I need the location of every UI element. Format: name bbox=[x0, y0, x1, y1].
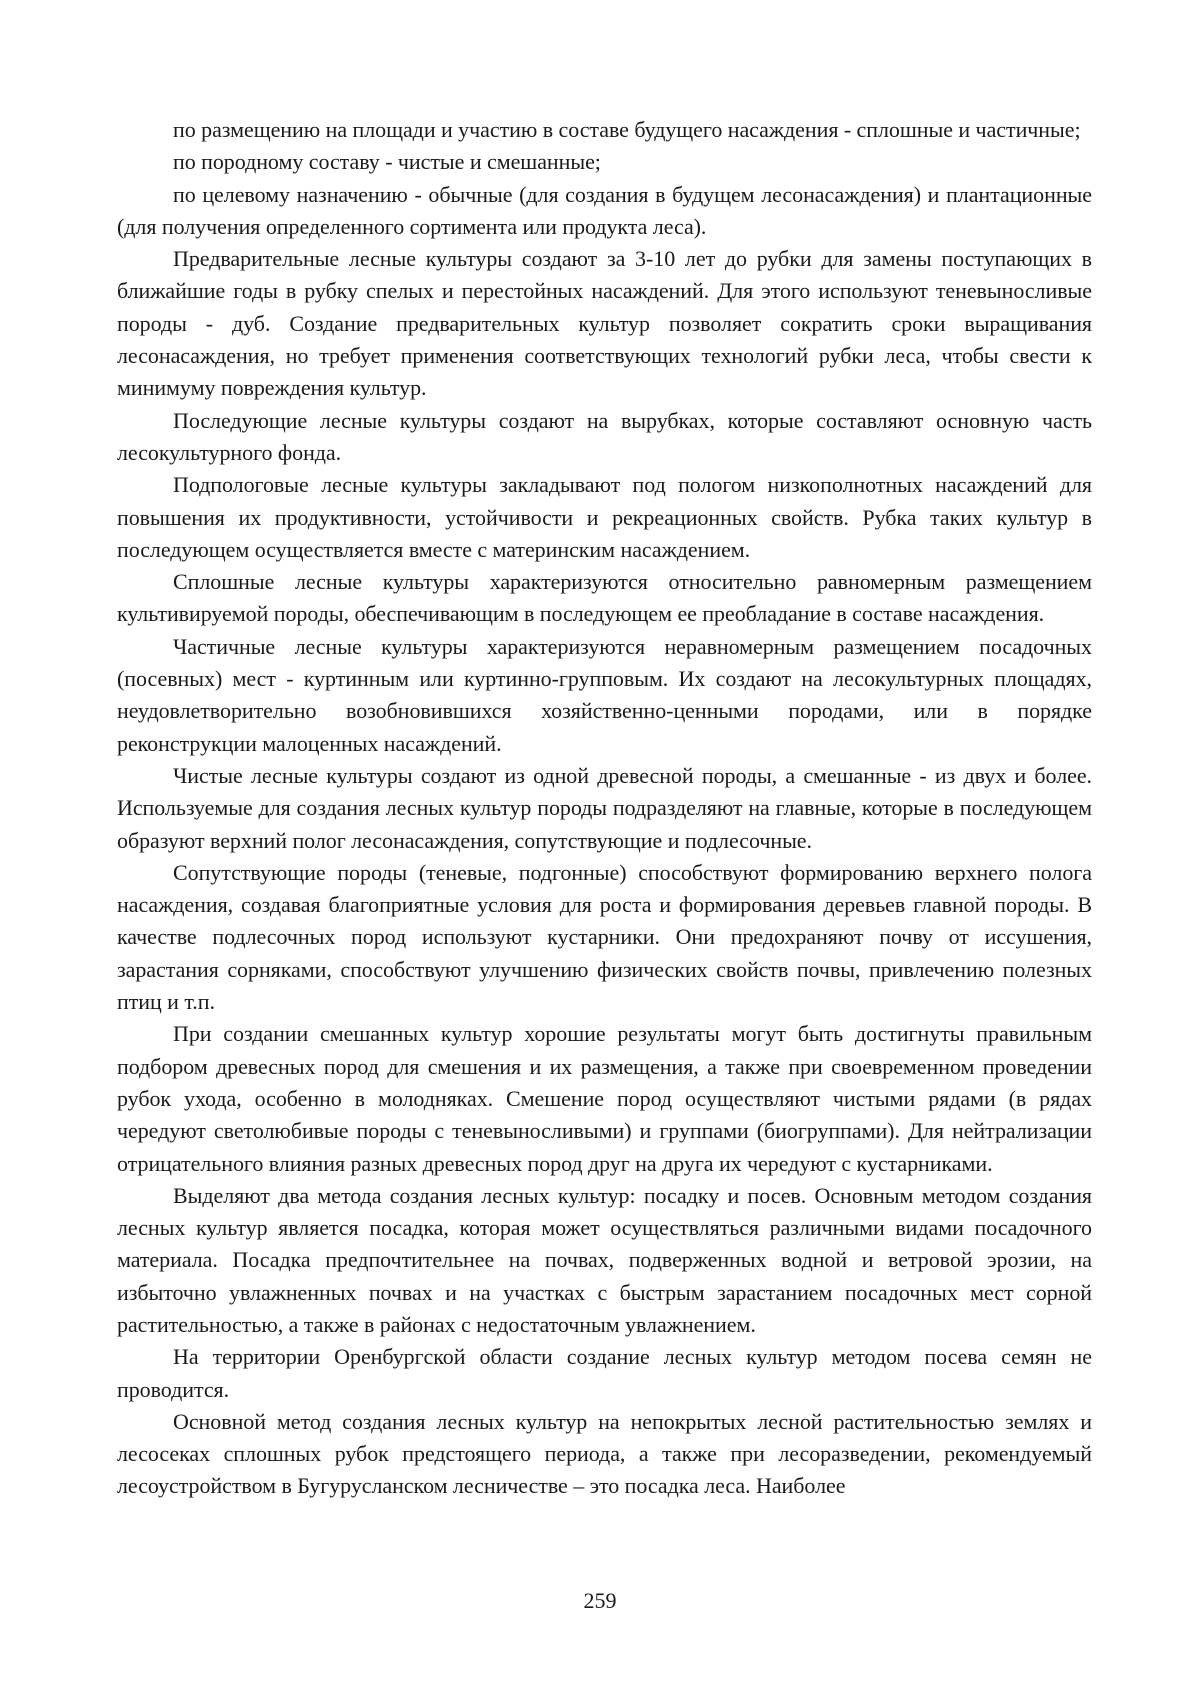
paragraph-placement-types: по размещению на площади и участию в составе будущего насаждения - сплошные и частичные; bbox=[173, 117, 1081, 142]
paragraph-continuous-cultures: Сплошные лесные культуры характеризуются относительно равномерным размещением культивируемой породы, обеспечивающим в последующем ее преобладание в составе насаждения. bbox=[117, 569, 1092, 627]
paragraph-undercanopy-cultures: Подпологовые лесные культуры закладывают под пологом низкополнотных насаждений для повышения их продуктивности, устойчивости и рекреационных свойств. Рубка таких культур в последующем осуществляется вместе с материнским насаждением. bbox=[117, 472, 1092, 562]
paragraph-orenburg-region: На территории Оренбургской области создание лесных культур методом посева семян не проводится. bbox=[117, 1344, 1092, 1402]
paragraph-pure-and-mixed-cultures: Чистые лесные культуры создают из одной древесной породы, а смешанные - из двух и более. Используемые для создания лесных культур породы подразделяют на главные, которые в последующем образуют верхний полог лесонасаждения, сопутствующие и подлесочные. bbox=[117, 762, 1092, 853]
page-number: 259 bbox=[583, 1588, 617, 1613]
paragraph-subsequent-cultures: Последующие лесные культуры создают на вырубках, которые составляют основную часть лесокультурного фонда. bbox=[117, 407, 1092, 465]
paragraph-target-purpose: по целевому назначению - обычные (для создания в будущем лесонасаждения) и плантационные (для получения определенного сортимента или продукта леса). bbox=[117, 181, 1092, 239]
paragraph-partial-cultures: Частичные лесные культуры характеризуются неравномерным размещением посадочных (посевных) мест - куртинным или куртинно-групповым. Их создают на лесокультурных площадях, неудовлетворительно возобновившихся хозяйственно-ценными породами, или в порядке реконструкции малоценных насаждений. bbox=[117, 633, 1092, 756]
document-page-body bbox=[117, 114, 1092, 1503]
paragraph-accompanying-species: Сопутствующие породы (теневые, подгонные) способствуют формированию верхнего полога насаждения, создавая благоприятные условия для роста и формирования деревьев главной породы. В качестве подлесочных пород используют кустарники. Они предохраняют почву от иссушения, зарастания сорняками, способствуют улучшению физических свойств почвы, привлечению полезных птиц и т.п. bbox=[117, 859, 1092, 1015]
paragraph-mixed-cultures-results: При создании смешанных культур хорошие результаты могут быть достигнуты правильным подбором древесных пород для смешения и их размещения, а также при своевременном проведении рубок ухода, особенно в молодняках. Смешение пород осуществляют чистыми рядами (в рядах чередуют светолюбивые породы с теневыносливыми) и группами (биогруппами). Для нейтрализации отрицательного влияния разных древесных пород друг на друга их чередуют с кустарниками. bbox=[117, 1021, 1092, 1176]
paragraph-species-composition: по породному составу - чистые и смешанные; bbox=[173, 149, 601, 175]
paragraph-main-method: Основной метод создания лесных культур на непокрытых лесной растительностью землях и лесосеках сплошных рубок предстоящего периода, а также при лесоразведении, рекомендуемый лесоустройством в Бугурусланском лесничестве – это посадка леса. Наиболее bbox=[117, 1408, 1092, 1499]
paragraph-creation-methods: Выделяют два метода создания лесных культур: посадку и посев. Основным методом создания лесных культур является посадка, которая может осуществляться различными видами посадочного материала. Посадка предпочтительнее на почвах, подверженных водной и ветровой эрозии, на избыточно увлажненных почвах и на участках с быстрым зарастанием посадочных мест сорной растительностью, а также в районах с недостаточным увлажнением. bbox=[117, 1182, 1092, 1337]
paragraph-preliminary-cultures: Предварительные лесные культуры создают за 3-10 лет до рубки для замены поступающих в ближайшие годы в рубку спелых и перестойных насаждений. Для этого используют теневыносливые породы - дуб. Создание предварительных культур позволяет сократить сроки выращивания лесонасаждения, но требует применения соответствующих технологий рубки леса, чтобы свести к минимуму повреждения культур. bbox=[117, 246, 1092, 401]
